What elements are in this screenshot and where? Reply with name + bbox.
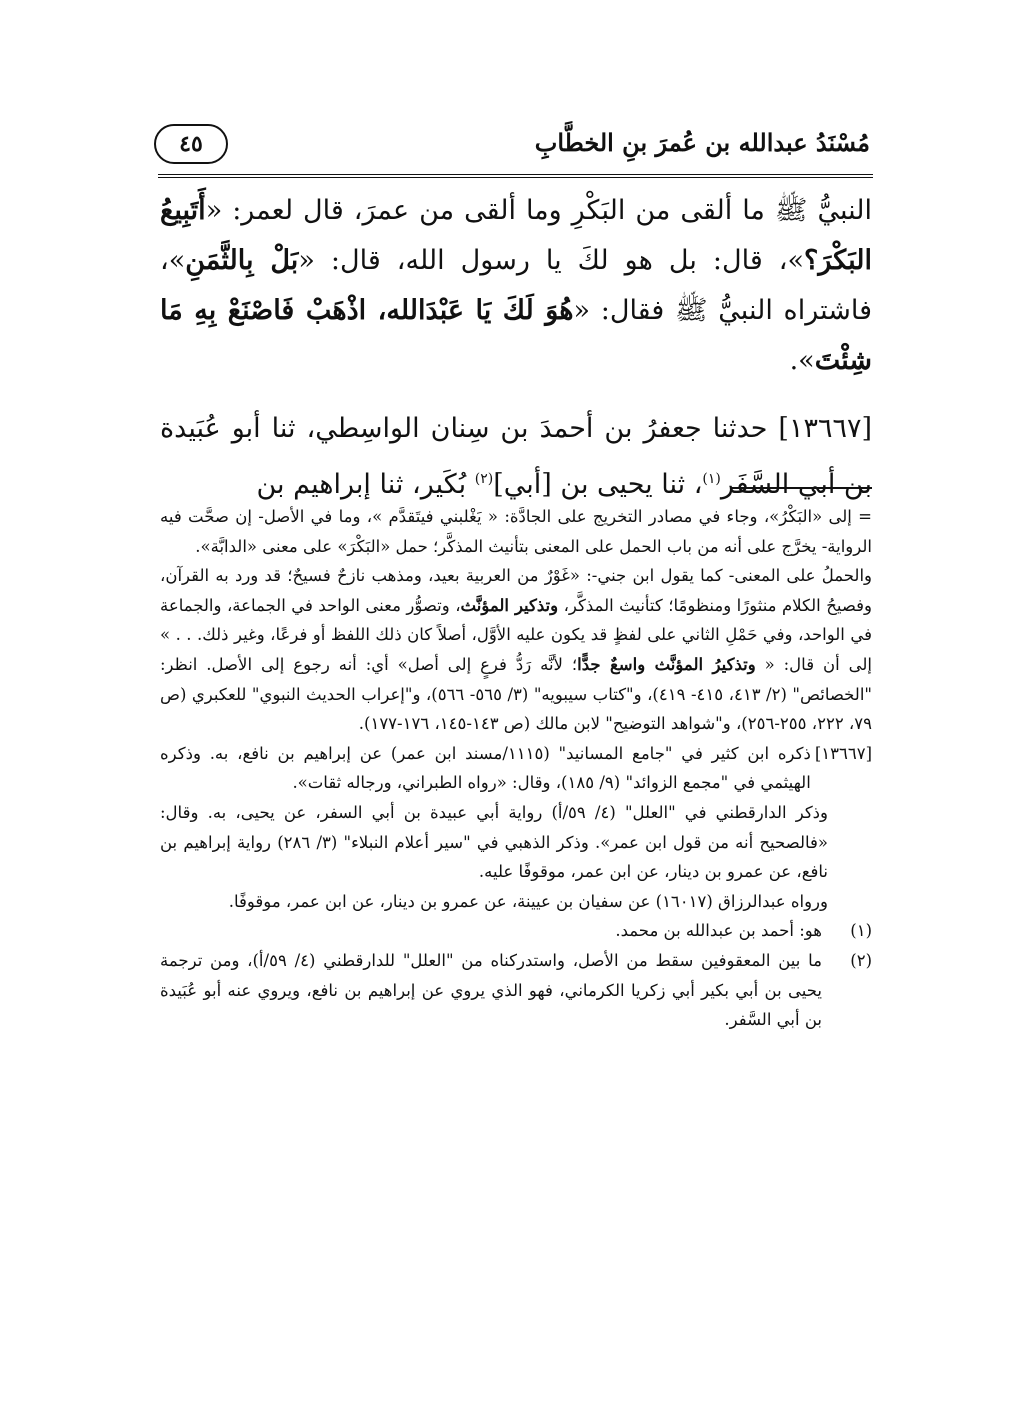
footnote-continued: = إلى «البَكْرُ»، وجاء في مصادر التخريج على الجادَّة: « يَغْلبني فيتَقدَّم »، وما في الأصل- إن صحَّت فيه الرواية- يخرَّج على أنه من باب الحمل على المعنى بتأنيث المذكَّر؛ حمل «البَكْرَ» على معنى «الدابَّة». <box>160 507 872 556</box>
footnote-paragraph: ذكره ابن كثير في "جامع المسانيد" (١١١٥/مسند ابن عمر) عن إبراهيم بن نافع، به. وذكره الهيثمي في "مجمع الزوائد" (٩/ ١٨٥)، وقال: «رواه الطبراني، ورجاله ثقات». <box>160 743 811 793</box>
footnote-ref: (٢) <box>474 471 494 487</box>
footnote-marker: (٢) <box>850 950 872 970</box>
footnote-paragraph: وذكر الدارقطني في "العلل" (٤/ ٥٩/أ) رواية أبي عبيدة بن أبي السفر، عن يحيى، به. وقال: «فالصحيح أنه من قول ابن عمر». وذكر الذهبي في "سير أعلام النبلاء" (٣/ ٢٨٦) رواية إبراهيم بن نافع، عن عمرو بن دينار، عن ابن عمر، موقوفًا عليه. <box>160 802 829 882</box>
main-paragraph-1: النبيُّ ﷺ ما ألقى من البَكْرِ وما ألقى من عمرَ، قال لعمر: «أَتَبِيعُ البَكْرَ؟»، قال: بل هو لكَ يا رسول الله، قال: «بَلْ بِالثَّمَنِ»، فاشتراه النبيُّ ﷺ فقال: «هُوَ لَكَ يَا عَبْدَالله، اذْهَبْ فَاصْنَعْ بِهِ مَا شِئْتَ». <box>160 195 872 376</box>
footnote-paragraph: ورواه عبدالرزاق (١٦٠١٧) عن سفيان بن عيينة، عن عمرو بن دينار، عن ابن عمر، موقوفًا. <box>228 891 828 911</box>
footnotes <box>160 502 872 1035</box>
footnote-1 <box>160 916 872 946</box>
footnote-marker: (١) <box>850 921 872 941</box>
hadith-quote: بَلْ بِالثَّمَنِ <box>185 245 299 276</box>
page-header <box>150 118 870 174</box>
main-paragraph-2: [١٣٦٦٧] حدثنا جعفرُ بن أحمدَ بن سِنان الواسِطي، ثنا أبو عُبَيدة بن أبي السَّفَر$^{(١)}$، ثنا يحيى بن [أبي]$^{(٢)}$ بُكَير، ثنا إبراهيم بن <box>160 413 872 500</box>
footnote-marker: [١٣٦٦٧] <box>814 743 872 763</box>
footnote-text: هو: أحمد بن عبدالله بن محمد. <box>615 921 822 941</box>
footnote-ref: (١) <box>702 471 721 487</box>
footnote-body <box>160 916 822 946</box>
footnote-2 <box>160 946 872 1035</box>
page-number: ٤٥ <box>154 124 228 164</box>
footnote-hadith-13667 <box>160 739 872 798</box>
main-text <box>160 186 872 510</box>
hadith-quote: أَتَبِيعُ البَكْرَ؟ <box>160 195 872 276</box>
footnote-text: ما بين المعقوفين سقط من الأصل، واستدركناه من "العلل" للدارقطني (٤/ ٥٩/أ)، ومن ترجمة يحيى بن أبي بكير أبي زكريا الكرماني، فهو الذي يروي عن إبراهيم بن نافع، ويروي عنه أبو عُبَيدة بن أبي السَّفر. <box>160 950 822 1030</box>
header-divider <box>158 174 873 178</box>
footnote-body <box>160 946 822 1035</box>
footnote-separator <box>730 487 872 489</box>
footnote-continued: والحملُ على المعنى- كما يقول ابن جني-: «غَوْرٌ من العربية بعيد، ومذهب نازحٌ فسيحٌ؛ قد ورد به القرآن، وفصيحُ الكلام منثورًا ومنظومًا؛ كتأنيث المذكَّر، وتذكير المؤنَّث، وتصوُّر معنى الواحد في الجماعة، والجماعة في الواحد، وفي حَمْلِ الثاني على لفظٍ قد يكون عليه الأوَّل، أصلاً كان ذلك اللفظ أو فرعًا، وغير ذلك. . . » إلى أن قال: « وتذكيرُ المؤنَّث واسعٌ جدًّا؛ لأنَّه رَدُّ فرعٍ إلى أصل» أي: أنه رجوع إلى الأصل. انظر: "الخصائص" (٢/ ٤١٣، ٤١٥- ٤١٩)، و"كتاب سيبويه" (٣/ ٥٦٥- ٥٦٦)، و"إعراب الحديث النبوي" للعكبري (ص ٧٩، ٢٢٢، ٢٥٥-٢٥٦)، و"شواهد التوضيح" لابن مالك (ص ١٤٣-١٤٥، ١٧٦-١٧٧). <box>160 566 873 734</box>
running-title: مُسْنَدُ عبدالله بن عُمرَ بنِ الخطَّابِ <box>534 128 870 157</box>
footnote-body <box>160 739 811 798</box>
hadith-quote: هُوَ لَكَ يَا عَبْدَالله، اذْهَبْ فَاصْنَعْ بِهِ مَا شِئْتَ <box>160 295 872 376</box>
